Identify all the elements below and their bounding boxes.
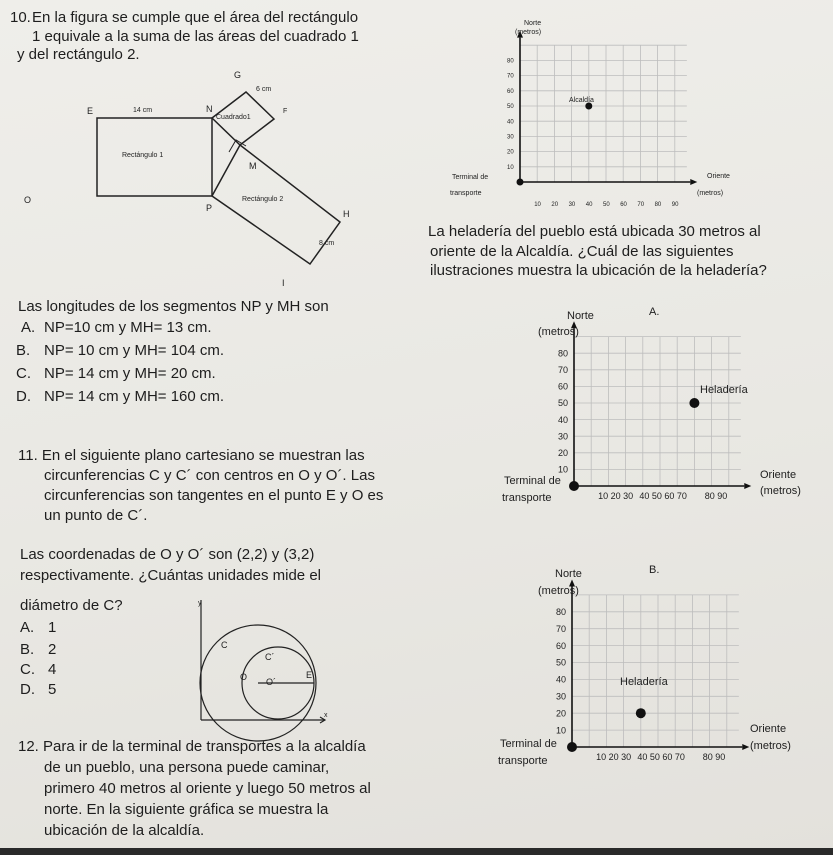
- graph-a-origin-2: transporte: [502, 492, 552, 504]
- label-6cm: 6 cm: [256, 86, 272, 93]
- graph-a-y-title-1: Norte: [567, 310, 594, 322]
- y-tick-label: 70: [556, 623, 567, 634]
- q11-option-c-letter[interactable]: C.: [20, 661, 35, 678]
- y-tick-label: 40: [556, 674, 567, 685]
- y-tick-label: 10: [558, 464, 569, 475]
- q11-stem-line3: circunferencias son tangentes en el punto E y O es: [44, 487, 384, 504]
- q11-stem-line1: 11. En el siguiente plano cartesiano se muestran las: [18, 447, 365, 464]
- y-tick-label: 70: [558, 364, 569, 375]
- q11-label-e: E: [306, 670, 313, 680]
- graph-b-origin-2: transporte: [498, 755, 548, 767]
- q10-option-b-text[interactable]: NP= 10 cm y MH= 104 cm.: [44, 342, 225, 359]
- q11-option-c-text[interactable]: 4: [48, 661, 57, 678]
- label-g: G: [234, 70, 242, 80]
- y-tick-label: 50: [507, 104, 514, 111]
- q11-option-d-text[interactable]: 5: [48, 681, 57, 698]
- label-rectangulo1: Rectángulo 1: [122, 152, 164, 159]
- y-tick-label: 30: [507, 134, 514, 141]
- x-tick-label: 40 50 60 70: [639, 491, 687, 501]
- x-tick-label: 10: [534, 202, 541, 208]
- q11-option-a-letter[interactable]: A.: [20, 619, 35, 636]
- top-graph-y-title-1: Norte: [524, 20, 542, 27]
- q11-option-b-letter[interactable]: B.: [20, 641, 35, 658]
- q12-stem-line1: 12. Para ir de la terminal de transportes a la alcaldía: [18, 738, 366, 755]
- y-tick-label: 50: [558, 398, 569, 409]
- y-tick-label: 10: [556, 725, 567, 736]
- x-tick-label: 30: [568, 202, 576, 208]
- page-bottom-edge: [0, 848, 833, 855]
- label-e: E: [87, 106, 94, 116]
- q11-stem-line4: un punto de C´.: [44, 507, 148, 524]
- x-tick-label: 40: [585, 202, 593, 208]
- graph-a-point-label: Heladería: [700, 384, 748, 396]
- top-graph-origin-2: transporte: [450, 190, 482, 197]
- q11-coords-line3: diámetro de C?: [20, 597, 123, 614]
- heladeria-line1: La heladería del pueblo está ubicada 30 metros al: [428, 223, 761, 240]
- graph-b-y-title-2: (metros): [538, 585, 579, 597]
- y-tick-label: 80: [558, 348, 569, 359]
- label-14cm: 14 cm: [133, 107, 153, 114]
- top-graph-y-title-2: (metros): [515, 29, 542, 36]
- graph-a-y-title-2: (metros): [538, 326, 579, 338]
- y-tick-label: 30: [556, 691, 567, 702]
- heladeria-line3: ilustraciones muestra la ubicación de la heladería?: [430, 262, 767, 279]
- label-h: H: [343, 209, 350, 219]
- graph-b-option-letter[interactable]: B.: [649, 564, 660, 576]
- q10-number: 10.: [10, 9, 31, 26]
- x-tick-label: 90: [671, 202, 679, 208]
- y-tick-label: 70: [507, 73, 514, 80]
- q12-stem-line2: de un pueblo, una persona puede caminar,: [44, 759, 330, 776]
- q12-stem-line3: primero 40 metros al oriente y luego 50 metros al: [44, 780, 371, 797]
- origin-point: [567, 742, 577, 752]
- graph-b-x-title-2: (metros): [750, 740, 791, 752]
- graph-b-x-title-1: Oriente: [750, 723, 787, 735]
- y-tick-label: 60: [507, 88, 514, 95]
- y-tick-label: 20: [556, 708, 567, 719]
- q10-stem-line1: En la figura se cumple que el área del rectángulo: [32, 9, 359, 26]
- label-i: I: [282, 278, 285, 288]
- y-tick-label: 60: [558, 381, 569, 392]
- label-cuadrado1: Cuadrado1: [216, 114, 251, 121]
- q11-label-o-prime: O´: [266, 677, 276, 687]
- q12-stem-line4: norte. En la siguiente gráfica se muestra la: [44, 801, 329, 818]
- q10-option-c-letter[interactable]: C.: [16, 365, 31, 382]
- x-tick-label: 80 90: [702, 752, 726, 762]
- label-n: N: [206, 104, 213, 114]
- label-o: O: [24, 195, 32, 205]
- y-tick-label: 40: [507, 119, 514, 126]
- x-tick-label: 80 90: [704, 491, 728, 501]
- y-tick-label: 50: [556, 657, 567, 668]
- y-tick-label: 80: [556, 606, 567, 617]
- top-graph-x-title-2: (metros): [697, 190, 724, 197]
- q10-option-c-text[interactable]: NP= 14 cm y MH= 20 cm.: [44, 365, 216, 382]
- graph-b-y-title-1: Norte: [555, 568, 582, 580]
- q12-stem-line5: ubicación de la alcaldía.: [44, 822, 205, 839]
- x-tick-label: 60: [620, 202, 627, 208]
- label-m: M: [249, 161, 257, 171]
- graph-a-option-letter[interactable]: A.: [649, 306, 660, 318]
- x-tick-label: 10 20 30: [598, 491, 634, 501]
- y-tick-label: 20: [507, 149, 514, 156]
- q11-label-o: O: [240, 672, 248, 682]
- q10-option-d-letter[interactable]: D.: [16, 388, 31, 405]
- label-rectangulo2: Rectángulo 2: [242, 196, 284, 203]
- q11-label-c: C: [221, 640, 228, 650]
- top-graph-origin-1: Terminal de: [452, 174, 489, 181]
- q10-option-a-letter[interactable]: A.: [21, 319, 36, 336]
- x-tick-label: 10 20 30: [596, 752, 632, 762]
- y-tick-label: 80: [507, 58, 514, 65]
- x-tick-label: 40 50 60 70: [637, 752, 685, 762]
- x-tick-label: 20: [551, 202, 559, 208]
- graph-a-x-title-1: Oriente: [760, 469, 797, 481]
- graph-b-origin-1: Terminal de: [500, 738, 557, 750]
- q11-coords-line1: Las coordenadas de O y O´ son (2,2) y (3,2): [20, 546, 315, 563]
- y-tick-label: 10: [507, 164, 514, 171]
- label-f: F: [283, 108, 288, 115]
- label-8cm: 8 cm: [319, 240, 335, 247]
- x-tick-label: 80: [654, 202, 662, 208]
- q11-option-b-text[interactable]: 2: [48, 641, 57, 658]
- q10-stem-line3: y del rectángulo 2.: [17, 46, 140, 63]
- x-tick-label: 70: [637, 202, 645, 208]
- q11-axis-x: x: [324, 712, 328, 719]
- top-graph-point-label: Alcaldía: [569, 97, 594, 104]
- y-tick-label: 40: [558, 414, 569, 425]
- heladeria-line2: oriente de la Alcaldía. ¿Cuál de las siguientes: [430, 243, 734, 260]
- graph-b-point-label: Heladería: [620, 676, 668, 688]
- graph-a-x-title-2: (metros): [760, 485, 801, 497]
- q10-option-d-text[interactable]: NP= 14 cm y MH= 160 cm.: [44, 388, 225, 405]
- location-point: [636, 708, 646, 718]
- q11-option-a-text[interactable]: 1: [48, 619, 57, 636]
- y-tick-label: 60: [556, 640, 567, 651]
- q10-option-a-text[interactable]: NP=10 cm y MH= 13 cm.: [44, 319, 212, 336]
- q10-question: Las longitudes de los segmentos NP y MH son: [18, 298, 329, 315]
- q10-stem-line2: 1 equivale a la suma de las áreas del cuadrado 1: [32, 28, 359, 45]
- y-tick-label: 20: [558, 447, 569, 458]
- q11-option-d-letter[interactable]: D.: [20, 681, 35, 698]
- graph-a-origin-1: Terminal de: [504, 475, 561, 487]
- top-graph-x-title-1: Oriente: [707, 173, 730, 180]
- q11-axis-y: y: [198, 600, 202, 607]
- x-tick-label: 50: [603, 202, 610, 208]
- q11-stem-line2: circunferencias C y C´ con centros en O y O´. Las: [44, 467, 375, 484]
- q11-coords-line2: respectivamente. ¿Cuántas unidades mide el: [20, 567, 321, 584]
- x-axis-arrow: [742, 744, 749, 750]
- label-p: P: [206, 203, 213, 213]
- q10-option-b-letter[interactable]: B.: [16, 342, 31, 359]
- q11-label-c-prime: C´: [265, 652, 275, 662]
- y-tick-label: 30: [558, 431, 569, 442]
